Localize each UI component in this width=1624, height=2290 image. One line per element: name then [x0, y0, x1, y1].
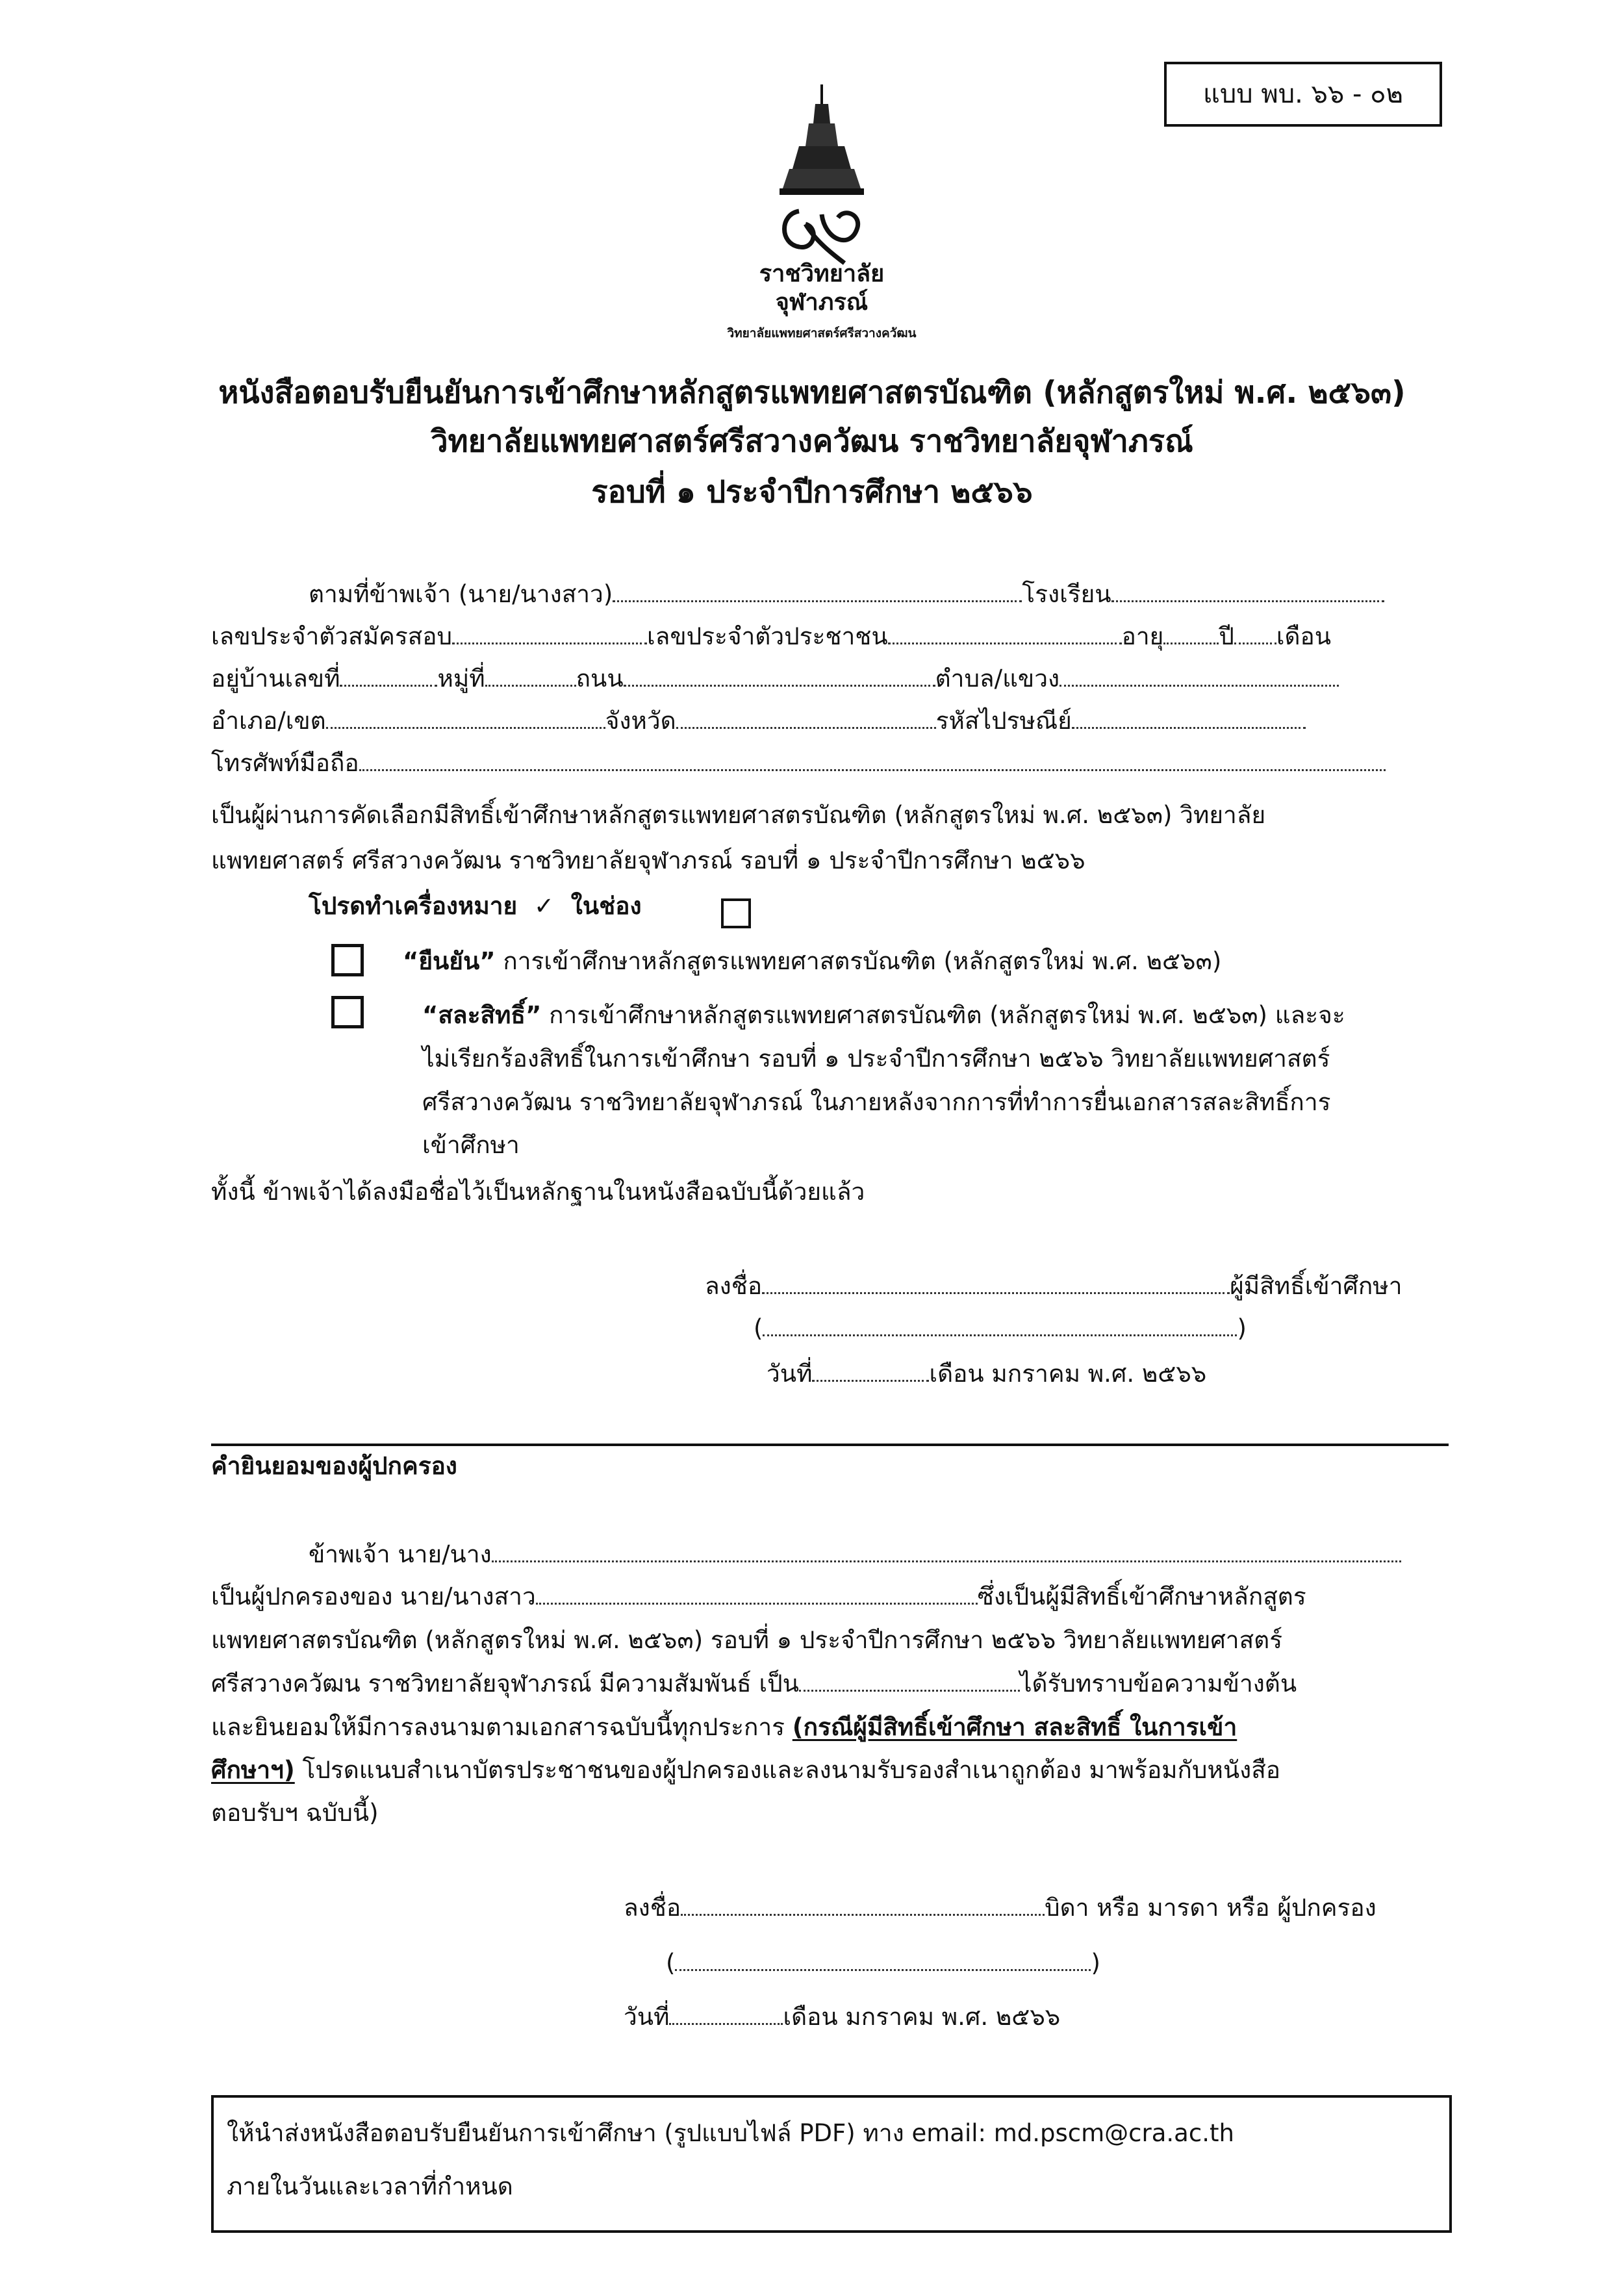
- logo-line-3: วิทยาลัยแพทยศาสตร์ศรีสวางควัฒน: [727, 326, 917, 340]
- instruction-text: โปรดทำเครื่องหมาย: [309, 892, 518, 920]
- applicant-signature-field[interactable]: [762, 1273, 1230, 1294]
- guardian-row-1: [309, 1538, 1401, 1571]
- province-label: จังหวัด: [605, 707, 676, 735]
- road-field[interactable]: [624, 665, 935, 687]
- guardian-row-6: [211, 1754, 1280, 1787]
- instruction-row: [309, 890, 642, 922]
- moo-label: หมู่ที่: [437, 665, 485, 693]
- guardian-month-text: เดือน มกราคม พ.ศ. ๒๕๖๖: [783, 2003, 1061, 2031]
- school-label: โรงเรียน: [1022, 580, 1111, 608]
- waive-option-line-1: [422, 999, 1345, 1032]
- applicant-date-field[interactable]: [812, 1360, 929, 1382]
- phone-field[interactable]: [359, 750, 1386, 771]
- id-copy-instruction: โปรดแนบสำเนาบัตรประชาชนของผู้ปกครองและลงนามรับรองสำเนาถูกต้อง มาพร้อมกับหนังสือ: [294, 1756, 1281, 1784]
- subdistrict-field[interactable]: [1059, 665, 1339, 687]
- relationship-field[interactable]: [799, 1670, 1020, 1692]
- year-label: ปี: [1219, 622, 1234, 650]
- relationship-label: ศรีสวางควัฒน ราชวิทยาลัยจุฬาภรณ์ มีความสัมพันธ์ เป็น: [211, 1670, 799, 1698]
- form-code-box: [1164, 62, 1442, 127]
- citizen-id-label: เลขประจำตัวประชาชน: [647, 622, 888, 650]
- guardian-row-7: ตอบรับฯ ฉบับนี้): [211, 1799, 379, 1827]
- guardian-signature-row: [624, 1892, 1377, 1924]
- postcode-field[interactable]: [1072, 707, 1306, 729]
- guardian-of-field[interactable]: [536, 1583, 978, 1605]
- guardian-row-4: [211, 1668, 1297, 1700]
- age-year-field[interactable]: [1163, 623, 1219, 644]
- guardian-row-5: [211, 1711, 1237, 1744]
- confirm-text: การเข้าศึกษาหลักสูตรแพทยศาสตรบัณฑิต (หลักสูตรใหม่ พ.ศ. ๒๕๖๓): [495, 947, 1222, 975]
- subdistrict-label: ตำบล/แขวง: [935, 665, 1060, 693]
- applicant-role: ผู้มีสิทธิ์เข้าศึกษา: [1230, 1272, 1402, 1300]
- district-field[interactable]: [326, 707, 605, 729]
- section-divider: [211, 1444, 1449, 1446]
- applicant-printed-name-field[interactable]: [763, 1315, 1237, 1336]
- exam-id-field[interactable]: [452, 623, 647, 644]
- note-line-2: ภายในวันและเวลาที่กำหนด: [227, 2172, 513, 2200]
- guardian-name-field[interactable]: [492, 1541, 1401, 1562]
- waive-checkbox[interactable]: [331, 996, 364, 1028]
- statement-line-1: เป็นผู้ผ่านการคัดเลือกมีสิทธิ์เข้าศึกษาหลักสูตรแพทยศาสตรบัณฑิต (หลักสูตรใหม่ พ.ศ. ๒๕๖๓) วิทยาลัย: [211, 801, 1266, 829]
- guardian-of-label: เป็นผู้ปกครองของ นาย/นางสาว: [211, 1583, 536, 1610]
- open-paren: (: [666, 1949, 676, 1977]
- name-field[interactable]: [613, 581, 1022, 602]
- instruction-text-2: ในช่อง: [570, 892, 642, 920]
- citizen-id-field[interactable]: [888, 623, 1122, 644]
- month-label: เดือน: [1276, 622, 1332, 650]
- statement-line-2: แพทยศาสตร์ ศรีสวางควัฒน ราชวิทยาลัยจุฬาภรณ์ รอบที่ ๑ ประจำปีการศึกษา ๒๕๖๖: [211, 846, 1085, 874]
- applicant-row-3: [211, 663, 1339, 695]
- applicant-sign-label: ลงชื่อ: [705, 1272, 763, 1300]
- title-line-3: รอบที่ ๑ ประจำปีการศึกษา ๒๕๖๖: [591, 474, 1033, 510]
- guardian-of-tail: ซึ่งเป็นผู้มีสิทธิ์เข้าศึกษาหลักสูตร: [977, 1583, 1306, 1610]
- road-label: ถนน: [576, 665, 624, 693]
- closing-statement: ทั้งนี้ ข้าพเจ้าได้ลงมือชื่อไว้เป็นหลักฐานในหนังสือฉบับนี้ด้วยแล้ว: [211, 1178, 865, 1206]
- waive-text-1: การเข้าศึกษาหลักสูตรแพทยศาสตรบัณฑิต (หลักสูตรใหม่ พ.ศ. ๒๕๖๓) และจะ: [541, 1001, 1345, 1029]
- waive-option-line-2: ไม่เรียกร้องสิทธิ์ในการเข้าศึกษา รอบที่ ๑ ประจำปีการศึกษา ๒๕๖๖ วิทยาลัยแพทยศาสตร์: [422, 1045, 1330, 1073]
- guardian-date-row: [624, 2001, 1060, 2033]
- guardian-row-3: แพทยศาสตรบัณฑิต (หลักสูตรใหม่ พ.ศ. ๒๕๖๓) รอบที่ ๑ ประจำปีการศึกษา ๒๕๖๖ วิทยาลัยแพทยศาสตร์: [211, 1626, 1283, 1654]
- logo-line-1: ราชวิทยาลัย: [759, 261, 885, 287]
- consent-text: และยินยอมให้มีการลงนามตามเอกสารฉบับนี้ทุกประการ: [211, 1713, 793, 1741]
- waive-option-line-4: เข้าศึกษา: [422, 1131, 520, 1159]
- applicant-row-5: [211, 747, 1386, 780]
- note-line-1: ให้นำส่งหนังสือตอบรับยืนยันการเข้าศึกษา (รูปแบบไฟล์ PDF) ทาง email: md.pscm@cra.ac.th: [227, 2119, 1234, 2147]
- guardian-sign-label: ลงชื่อ: [624, 1894, 681, 1922]
- relationship-tail: ได้รับทราบข้อความข้างต้น: [1019, 1670, 1297, 1698]
- college-emblem-logo: [754, 84, 890, 273]
- logo-line-2: จุฬาภรณ์: [775, 289, 869, 316]
- guardian-name-label: ข้าพเจ้า นาย/นาง: [309, 1540, 492, 1568]
- waive-label: “สละสิทธิ์”: [422, 1001, 542, 1029]
- house-no-label: อยู่บ้านเลขที่: [211, 665, 340, 693]
- title-line-1: หนังสือตอบรับยืนยันการเข้าศึกษาหลักสูตรแพทยศาสตรบัณฑิต (หลักสูตรใหม่ พ.ศ. ๒๕๖๓): [218, 375, 1406, 411]
- applicant-printed-name-row: [754, 1312, 1247, 1345]
- phone-label: โทรศัพท์มือถือ: [211, 749, 359, 777]
- age-month-field[interactable]: [1234, 623, 1276, 644]
- guardian-printed-name-row: [666, 1947, 1100, 1979]
- confirm-option: [403, 945, 1221, 978]
- school-field[interactable]: [1111, 581, 1384, 602]
- close-paren: ): [1091, 1949, 1100, 1977]
- house-no-field[interactable]: [340, 665, 437, 687]
- checkmark-icon: ✓: [534, 892, 555, 920]
- applicant-date-row: [767, 1358, 1206, 1390]
- logo-text: [650, 260, 994, 317]
- guardian-role: บิดา หรือ มารดา หรือ ผู้ปกครอง: [1045, 1894, 1377, 1922]
- applicant-row-2: [211, 620, 1331, 653]
- name-label: ตามที่ข้าพเจ้า (นาย/นางสาว): [309, 580, 613, 608]
- guardian-printed-name-field[interactable]: [675, 1950, 1091, 1971]
- confirm-label: “ยืนยัน”: [403, 947, 496, 975]
- open-paren: (: [754, 1314, 763, 1342]
- applicant-row-1: [309, 578, 1384, 611]
- age-label: อายุ: [1121, 622, 1164, 650]
- title-line-2: วิทยาลัยแพทยศาสตร์ศรีสวางควัฒน ราชวิทยาลัยจุฬาภรณ์: [431, 424, 1193, 459]
- applicant-row-4: [211, 705, 1306, 737]
- confirm-checkbox[interactable]: [331, 944, 364, 976]
- submission-note-box: [211, 2095, 1452, 2233]
- form-code: แบบ พบ. ๖๖ - ๐๒: [1203, 79, 1403, 109]
- waive-option-line-3: ศรีสวางควัฒน ราชวิทยาลัยจุฬาภรณ์ ในภายหลังจากการที่ทำการยื่นเอกสารสละสิทธิ์การ: [422, 1088, 1331, 1116]
- applicant-month-text: เดือน มกราคม พ.ศ. ๒๕๖๖: [929, 1360, 1207, 1388]
- applicant-date-label: วันที่: [767, 1360, 813, 1388]
- applicant-signature-row: [705, 1270, 1402, 1303]
- guardian-date-field[interactable]: [669, 2004, 783, 2025]
- guardian-row-2: [211, 1581, 1306, 1613]
- province-field[interactable]: [676, 707, 936, 729]
- waive-case-note-cont: ศึกษาฯ): [211, 1756, 295, 1784]
- example-checkbox-icon: [721, 898, 751, 928]
- guardian-signature-field[interactable]: [681, 1894, 1045, 1916]
- exam-id-label: เลขประจำตัวสมัครสอบ: [211, 622, 452, 650]
- moo-field[interactable]: [485, 665, 576, 687]
- guardian-heading: คำยินยอมของผู้ปกครอง: [211, 1452, 457, 1480]
- postcode-label: รหัสไปรษณีย์: [935, 707, 1072, 735]
- waive-case-note: (กรณีผู้มีสิทธิ์เข้าศึกษา สละสิทธิ์ ในการเข้า: [792, 1713, 1237, 1741]
- close-paren: ): [1237, 1314, 1247, 1342]
- district-label: อำเภอ/เขต: [211, 707, 326, 735]
- guardian-date-label: วันที่: [624, 2003, 670, 2031]
